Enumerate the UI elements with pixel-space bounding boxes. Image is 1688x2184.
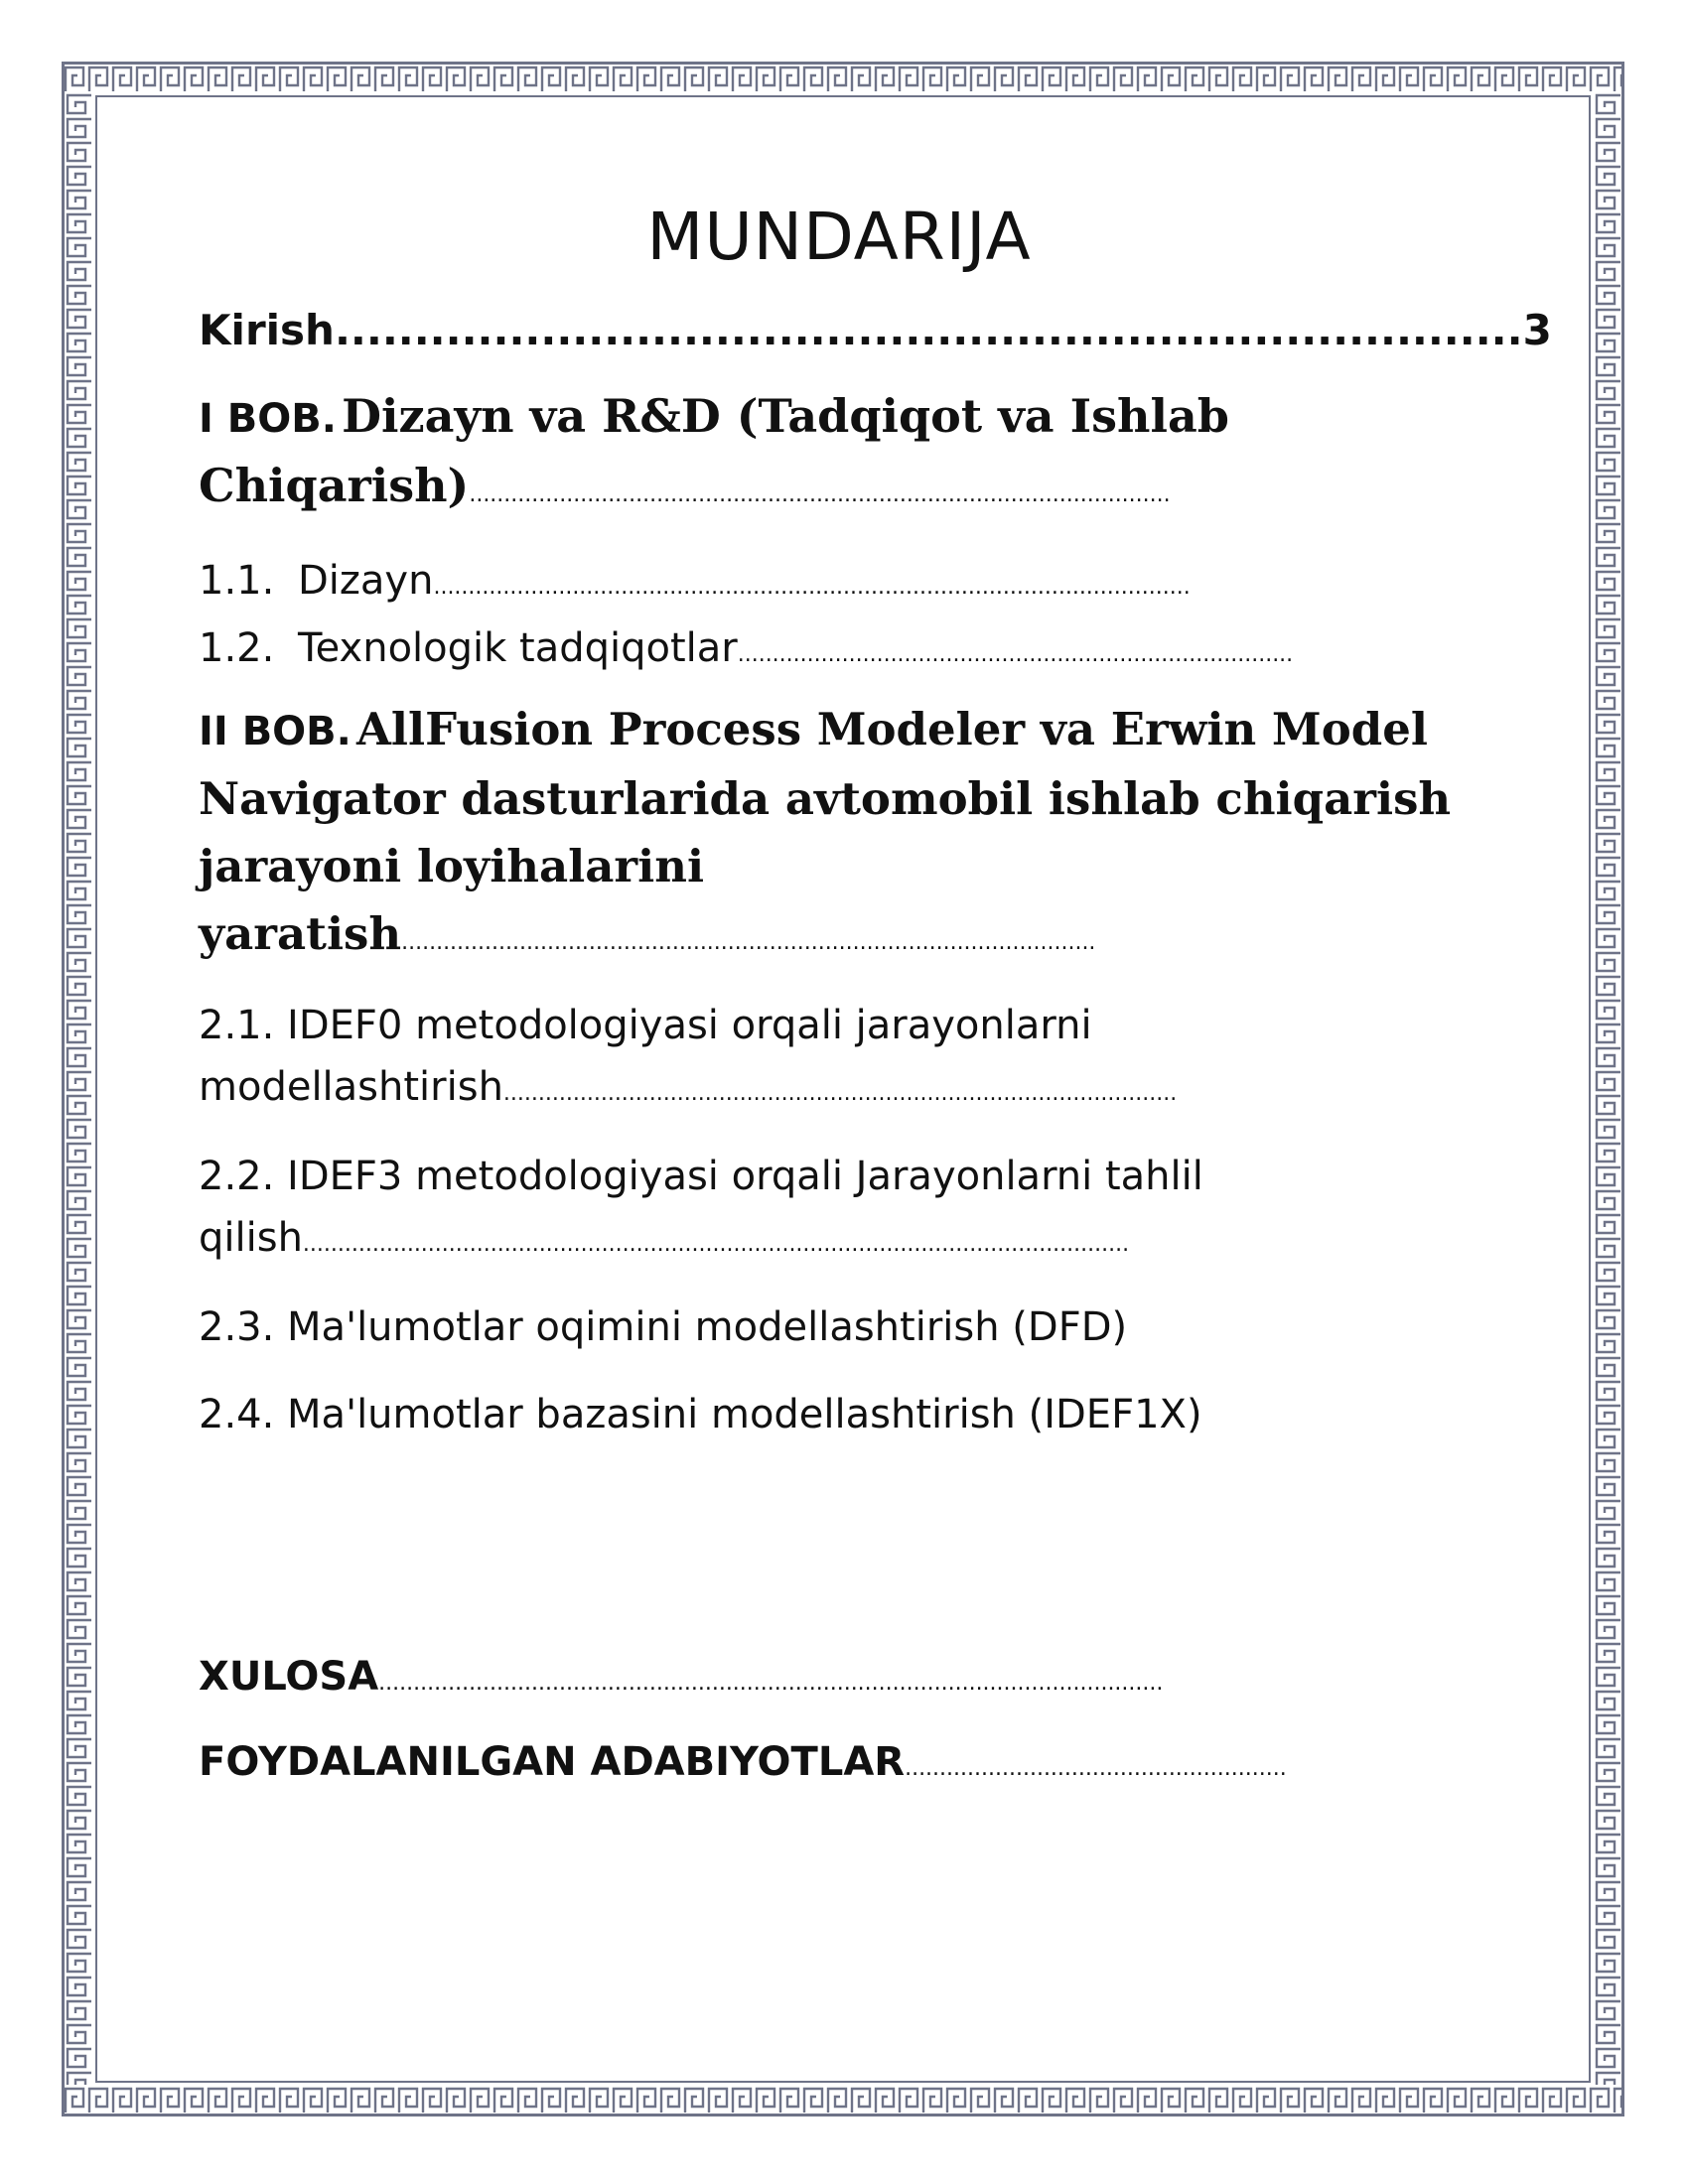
toc-entry-bob2-cont <box>199 907 1479 960</box>
section-number: 1.1. <box>199 558 275 604</box>
toc-entry-bob2 <box>199 703 1479 755</box>
toc-entry-1-2 <box>199 625 1479 671</box>
toc-entry-bob1-cont <box>199 459 1479 512</box>
toc-entry-adabiyotlar <box>199 1739 1479 1785</box>
chapter-title-line: Navigator dasturlarida avtomobil ishlab chiqarish <box>199 772 1452 825</box>
toc-page-number: 3 <box>1522 306 1552 354</box>
toc-entry-2-2-cont <box>199 1215 1479 1261</box>
chapter-title-line: Dizayn va R&D (Tadqiqot va Ishlab <box>342 389 1229 443</box>
toc-entry-1-1 <box>199 558 1479 604</box>
toc-leader-dots: ................................................................................................. <box>502 1081 1178 1106</box>
chapter-title-line: AllFusion Process Modeler va Erwin Model <box>355 703 1428 755</box>
toc-entry-2-1: 2.1. IDEF0 metodologiyasi orqali jarayonlarni <box>199 1003 1092 1048</box>
toc-leader-dots: ........................................................................... <box>334 306 1523 354</box>
toc-entry-label: FOYDALANILGAN ADABIYOTLAR <box>199 1739 906 1785</box>
chapter-title-line: Chiqarish) <box>199 459 470 512</box>
chapter-title-line: yaratish <box>199 907 402 960</box>
toc-leader-dots: ..................................................................................................... <box>469 482 1171 507</box>
toc-entry-label: Kirish <box>199 306 335 354</box>
chapter-title-line: jarayoni loyihalarini <box>199 840 705 892</box>
toc-entry-label: Dizayn <box>298 558 434 604</box>
toc-leader-dots: .................................................................................................... <box>401 930 1096 955</box>
toc-leader-dots: ....................................................... <box>905 1756 1287 1781</box>
toc-leader-dots: ............................................................................................................. <box>433 575 1191 600</box>
toc-entry-label: Texnologik tadqiqotlar <box>298 625 738 671</box>
chapter-prefix: I BOB. <box>199 396 337 442</box>
toc-entry-2-2: 2.2. IDEF3 metodologiyasi orqali Jarayonlarni tahlil <box>199 1154 1203 1199</box>
greek-key-border-left <box>64 93 93 2085</box>
toc-entry-label: qilish <box>199 1215 303 1261</box>
greek-key-border-top <box>64 64 1622 93</box>
greek-key-border-right <box>1593 93 1622 2085</box>
toc-entry-bob1 <box>199 389 1479 443</box>
toc-entry-2-4: 2.4. Ma'lumotlar bazasini modellashtirish (IDEF1X) <box>199 1392 1202 1437</box>
toc-leader-dots: ................................................................................................................. <box>378 1671 1164 1696</box>
section-number: 1.2. <box>199 625 275 671</box>
toc-entry-label: modellashtirish <box>199 1064 503 1110</box>
toc-title: MUNDARIJA <box>646 199 1032 275</box>
chapter-prefix: II BOB. <box>199 709 352 754</box>
toc-entry-2-3: 2.3. Ma'lumotlar oqimini modellashtirish (DFD) <box>199 1304 1128 1350</box>
toc-entry-label: XULOSA <box>199 1654 379 1700</box>
toc-entry-xulosa <box>199 1654 1479 1700</box>
toc-leader-dots: ................................................................................ <box>737 642 1294 667</box>
toc-leader-dots: ....................................................................................................................... <box>302 1232 1130 1257</box>
toc-entry-kirish <box>199 306 1552 354</box>
greek-key-border-bottom <box>64 2085 1622 2115</box>
toc-entry-2-1-cont <box>199 1064 1479 1110</box>
